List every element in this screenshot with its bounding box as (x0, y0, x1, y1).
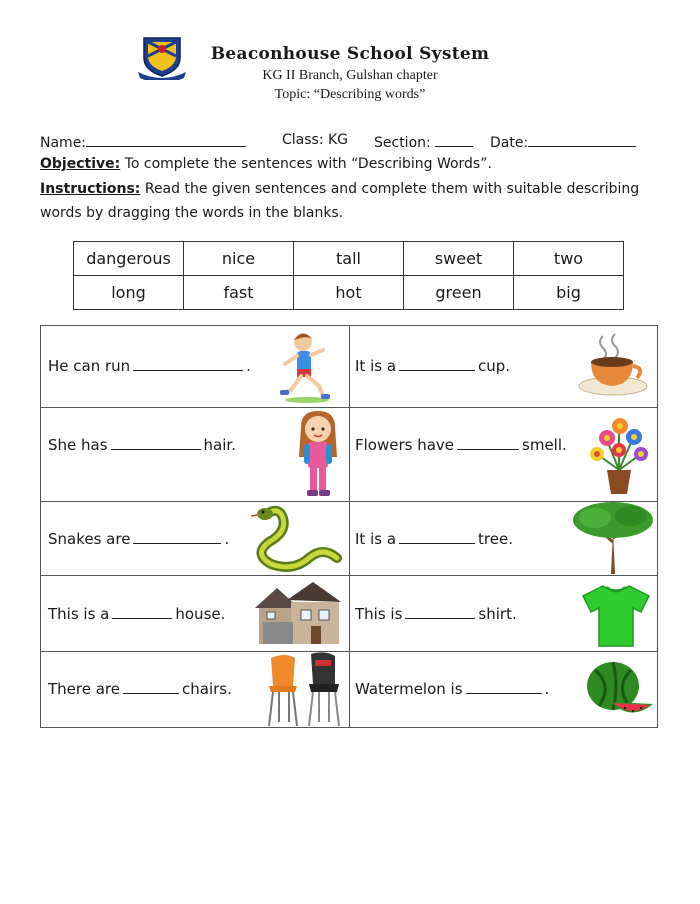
sentence-text: house. (175, 605, 226, 623)
grid-divider (41, 501, 657, 502)
instructions-text: Read the given sentences and complete them with suitable describing words by dragging the words in the blanks. (40, 181, 640, 221)
word-tile[interactable]: hot (294, 276, 404, 310)
instructions-label: Instructions: (40, 181, 141, 197)
sentence-text: . (224, 530, 230, 548)
sentence-text: . (544, 680, 550, 698)
answer-blank[interactable] (466, 681, 542, 694)
sentence-text: cup. (478, 357, 511, 375)
word-tile[interactable]: big (514, 276, 624, 310)
sentence-text: This is (355, 605, 403, 623)
school-crest-icon (136, 34, 188, 80)
word-tile[interactable]: tall (294, 242, 404, 276)
sentence-text: Snakes are (48, 530, 131, 548)
answer-blank[interactable] (405, 606, 475, 619)
answer-blank[interactable] (133, 531, 221, 544)
word-bank-row (74, 242, 624, 276)
objective-label: Objective: (40, 156, 121, 172)
answer-blank[interactable] (111, 437, 201, 450)
word-tile[interactable]: long (74, 276, 184, 310)
word-tile[interactable]: sweet (404, 242, 514, 276)
sentence-text: Watermelon is (355, 680, 463, 698)
answer-blank[interactable] (399, 531, 475, 544)
sentence-text: He can run (48, 357, 131, 375)
girl-icon (293, 411, 343, 499)
snake-icon (249, 502, 343, 572)
word-tile[interactable]: two (514, 242, 624, 276)
watermelon-icon (585, 656, 655, 724)
date-label: Date: (490, 135, 529, 151)
word-tile[interactable]: dangerous (74, 242, 184, 276)
green-shirt-icon (581, 582, 651, 648)
word-bank-row (74, 276, 624, 310)
sentence-10 (355, 680, 549, 698)
topic-title: Topic: “Describing words” (274, 87, 426, 102)
objective (40, 152, 660, 176)
branch-name: KG II Branch, Gulshan chapter (262, 68, 438, 83)
sentence-text: Flowers have (355, 436, 455, 454)
sentence-grid (40, 325, 658, 728)
word-bank (73, 241, 624, 310)
answer-blank[interactable] (399, 358, 475, 371)
answer-blank[interactable] (457, 437, 519, 450)
date-field[interactable] (490, 132, 636, 151)
answer-blank[interactable] (133, 358, 243, 371)
sentence-text: This is a (48, 605, 110, 623)
sentence-text: . (246, 357, 251, 375)
sentence-text: hair. (203, 436, 236, 454)
word-tile[interactable]: nice (184, 242, 294, 276)
sentence-1 (48, 357, 251, 375)
sentence-4 (355, 436, 567, 454)
section-blank[interactable] (435, 132, 473, 147)
grid-divider (41, 407, 657, 408)
running-boy-icon (277, 330, 337, 404)
word-tile[interactable]: fast (184, 276, 294, 310)
sentence-8 (355, 605, 517, 623)
tree-icon (571, 498, 655, 574)
class-label: Class: KG (282, 132, 349, 148)
sentence-7 (48, 605, 225, 623)
name-label: Name: (40, 135, 87, 151)
sentence-text: It is a (355, 357, 397, 375)
sentence-text: tree. (478, 530, 513, 548)
sentence-5 (48, 530, 229, 548)
name-blank[interactable] (86, 132, 246, 147)
answer-blank[interactable] (123, 681, 179, 694)
chairs-icon (265, 652, 345, 728)
flowers-icon (587, 410, 651, 496)
section-label: Section: (374, 135, 431, 151)
sentence-text: shirt. (478, 605, 517, 623)
sentence-3 (48, 436, 236, 454)
date-blank[interactable] (528, 132, 636, 147)
name-field[interactable] (40, 132, 246, 151)
hot-cup-icon (575, 332, 651, 398)
grid-divider (349, 326, 350, 727)
sentence-9 (48, 680, 232, 698)
sentence-text: She has (48, 436, 108, 454)
grid-divider (41, 575, 657, 576)
grid-divider (41, 651, 657, 652)
instructions (40, 177, 660, 225)
sentence-6 (355, 530, 513, 548)
sentence-text: It is a (355, 530, 397, 548)
section-field[interactable] (374, 132, 473, 151)
sentence-text: There are (48, 680, 120, 698)
sentence-text: chairs. (182, 680, 232, 698)
sentence-text: smell. (522, 436, 567, 454)
house-icon (253, 578, 343, 648)
word-tile[interactable]: green (404, 276, 514, 310)
objective-text: To complete the sentences with “Describing Words”. (120, 156, 492, 172)
answer-blank[interactable] (112, 606, 172, 619)
sentence-2 (355, 357, 510, 375)
school-title: Beaconhouse School System (210, 44, 490, 64)
